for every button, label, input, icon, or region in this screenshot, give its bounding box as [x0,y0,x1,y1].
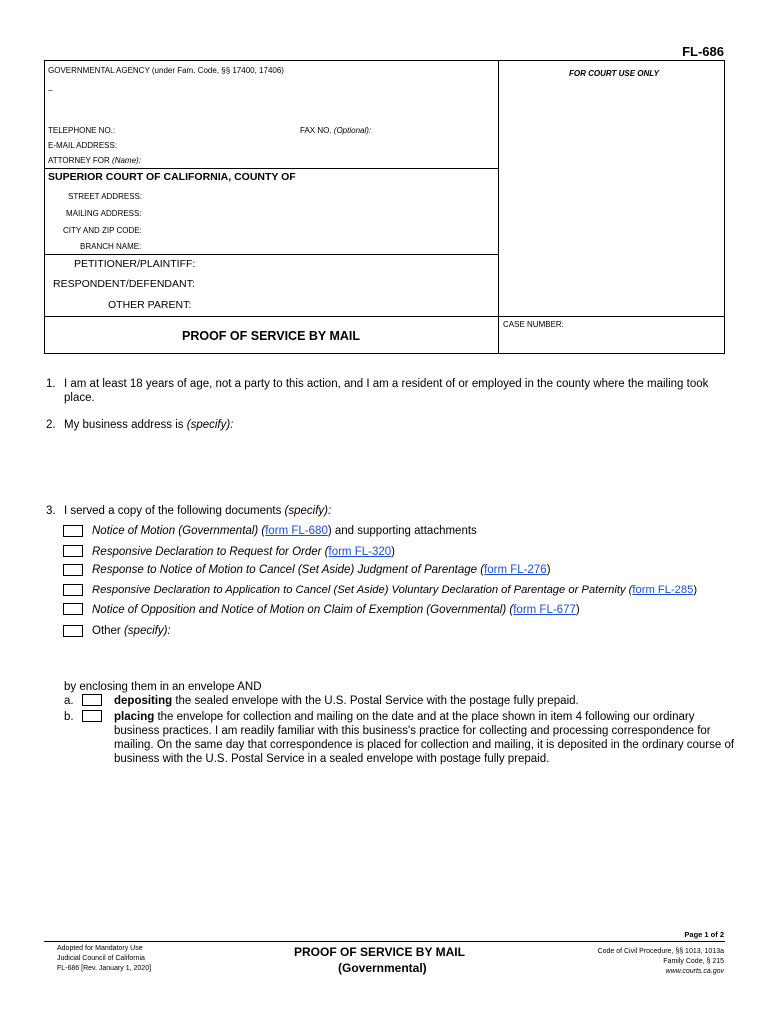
footer-subtitle: (Governmental) [338,961,427,975]
doc-fl677-text: Notice of Opposition and Notice of Motion on Claim of Exemption (Governmental) ( [92,604,514,616]
doc-fl276-text: Response to Notice of Motion to Cancel (Set Aside) Judgment of Parentage ( [92,564,485,576]
option-b-line2: business practices. I am readily familiar with this business's practice for collecting and processing correspondence for [114,725,711,737]
doc-other [92,624,171,638]
doc-fl680 [92,524,477,538]
telephone-label: TELEPHONE NO.: [48,126,116,135]
courts-website-link[interactable]: www.courts.ca.gov [665,968,724,975]
doc-fl285-link[interactable]: form FL-285 [632,584,694,596]
attorney-for-text: ATTORNEY FOR [48,156,110,165]
fax-optional: (Optional): [333,126,372,135]
doc-fl677-link[interactable]: form FL-677 [513,604,576,616]
option-b-letter: b. [64,711,74,723]
agency-value[interactable]: _ [48,82,53,91]
doc-fl276-link[interactable]: form FL-276 [484,564,547,576]
doc-checkbox-fl320[interactable] [63,545,83,557]
attorney-for-label [48,156,141,165]
doc-other-label: Other [92,625,121,637]
item-3-specify: (specify): [284,505,332,517]
doc-fl285-after: ) [693,584,698,596]
doc-checkbox-fl677[interactable] [63,603,83,615]
code-line1: Code of Civil Procedure, §§ 1013, 1013a [597,948,724,955]
court-title: SUPERIOR COURT OF CALIFORNIA, COUNTY OF [48,171,296,183]
item-3-label: I served a copy of the following documents [64,505,282,517]
item-2-label: My business address is [64,419,184,431]
doc-fl285-text: Responsive Declaration to Application to Cancel (Set Aside) Voluntary Declaration of Parentage or Paternity ( [92,584,633,596]
respondent-label: RESPONDENT/DEFENDANT: [53,278,195,290]
form-title: PROOF OF SERVICE BY MAIL [182,329,361,343]
option-b-bold: placing [114,711,155,723]
adopted-line1: Adopted for Mandatory Use [57,945,143,952]
option-b-line1 [114,710,734,724]
option-b-text [114,710,734,766]
envelope-text: by enclosing them in an envelope AND [64,681,262,693]
doc-fl320 [92,545,395,559]
doc-checkbox-fl276[interactable] [63,564,83,576]
email-label: E-MAIL ADDRESS: [48,141,118,150]
attorney-for-name: (Name): [112,156,141,165]
item-2-number: 2. [46,419,56,431]
item-2-text [64,418,233,432]
branch-label: BRANCH NAME: [80,242,142,251]
doc-other-specify: (specify): [123,625,171,637]
doc-fl285 [92,583,697,597]
option-b-line1-text: the envelope for collection and mailing on the date and at the place shown in item 4 following our ordinary [157,711,695,723]
item-2-specify: (specify): [186,419,234,431]
form-number: FL-686 [682,44,724,59]
doc-fl276-after: ) [546,564,551,576]
item-1-text: I am at least 18 years of age, not a party to this action, and I am a resident of or employed in the county where the mailing took place. [64,378,709,404]
doc-checkbox-other[interactable] [63,625,83,637]
option-a-text [114,694,579,708]
fax-label-text: FAX NO. [300,126,332,135]
fax-label [300,126,371,135]
doc-fl677-after: ) [575,604,580,616]
option-b-line4: business with the U.S. Postal Service in a sealed envelope with postage fully prepaid. [114,753,550,765]
adopted-line2: Judicial Council of California [57,955,145,962]
option-a-bold: depositing [114,695,173,707]
doc-fl320-text: Responsive Declaration to Request for Order ( [92,546,329,558]
court-use-label: FOR COURT USE ONLY [569,69,659,78]
item-3-text [64,504,331,518]
petitioner-label: PETITIONER/PLAINTIFF: [74,258,196,270]
doc-checkbox-fl285[interactable] [63,584,83,596]
case-number-label: CASE NUMBER: [503,320,564,329]
adopted-line3: FL-686 [Rev. January 1, 2020] [57,965,152,972]
option-a-letter: a. [64,695,74,707]
doc-fl677 [92,603,580,617]
doc-fl680-after: ) and supporting attachments [327,525,477,537]
option-a-checkbox[interactable] [82,694,102,706]
doc-fl680-text: Notice of Motion (Governmental) ( [92,525,266,537]
doc-fl276 [92,563,551,577]
item-1-number: 1. [46,378,56,390]
item-3-number: 3. [46,505,56,517]
other-parent-label: OTHER PARENT: [108,299,192,311]
doc-checkbox-fl680[interactable] [63,525,83,537]
code-line2: Family Code, § 215 [663,958,724,965]
agency-label: GOVERNMENTAL AGENCY (under Fam. Code, §§ 17400, 17406) [48,66,284,75]
doc-fl320-link[interactable]: form FL-320 [328,546,392,558]
doc-fl680-link[interactable]: form FL-680 [265,525,328,537]
option-b-line3: mailing. On the same day that correspondence is placed for collection and mailing, it is deposited in the ordinary course of [114,739,735,751]
footer-title: PROOF OF SERVICE BY MAIL [294,945,465,959]
mailing-label: MAILING ADDRESS: [66,209,142,218]
option-a-desc: the sealed envelope with the U.S. Postal Service with the postage fully prepaid. [175,695,579,707]
city-label: CITY AND ZIP CODE: [63,226,142,235]
option-b-checkbox[interactable] [82,710,102,722]
page-number: Page 1 of 2 [684,930,724,939]
street-label: STREET ADDRESS: [68,192,143,201]
doc-fl320-after: ) [391,546,395,558]
